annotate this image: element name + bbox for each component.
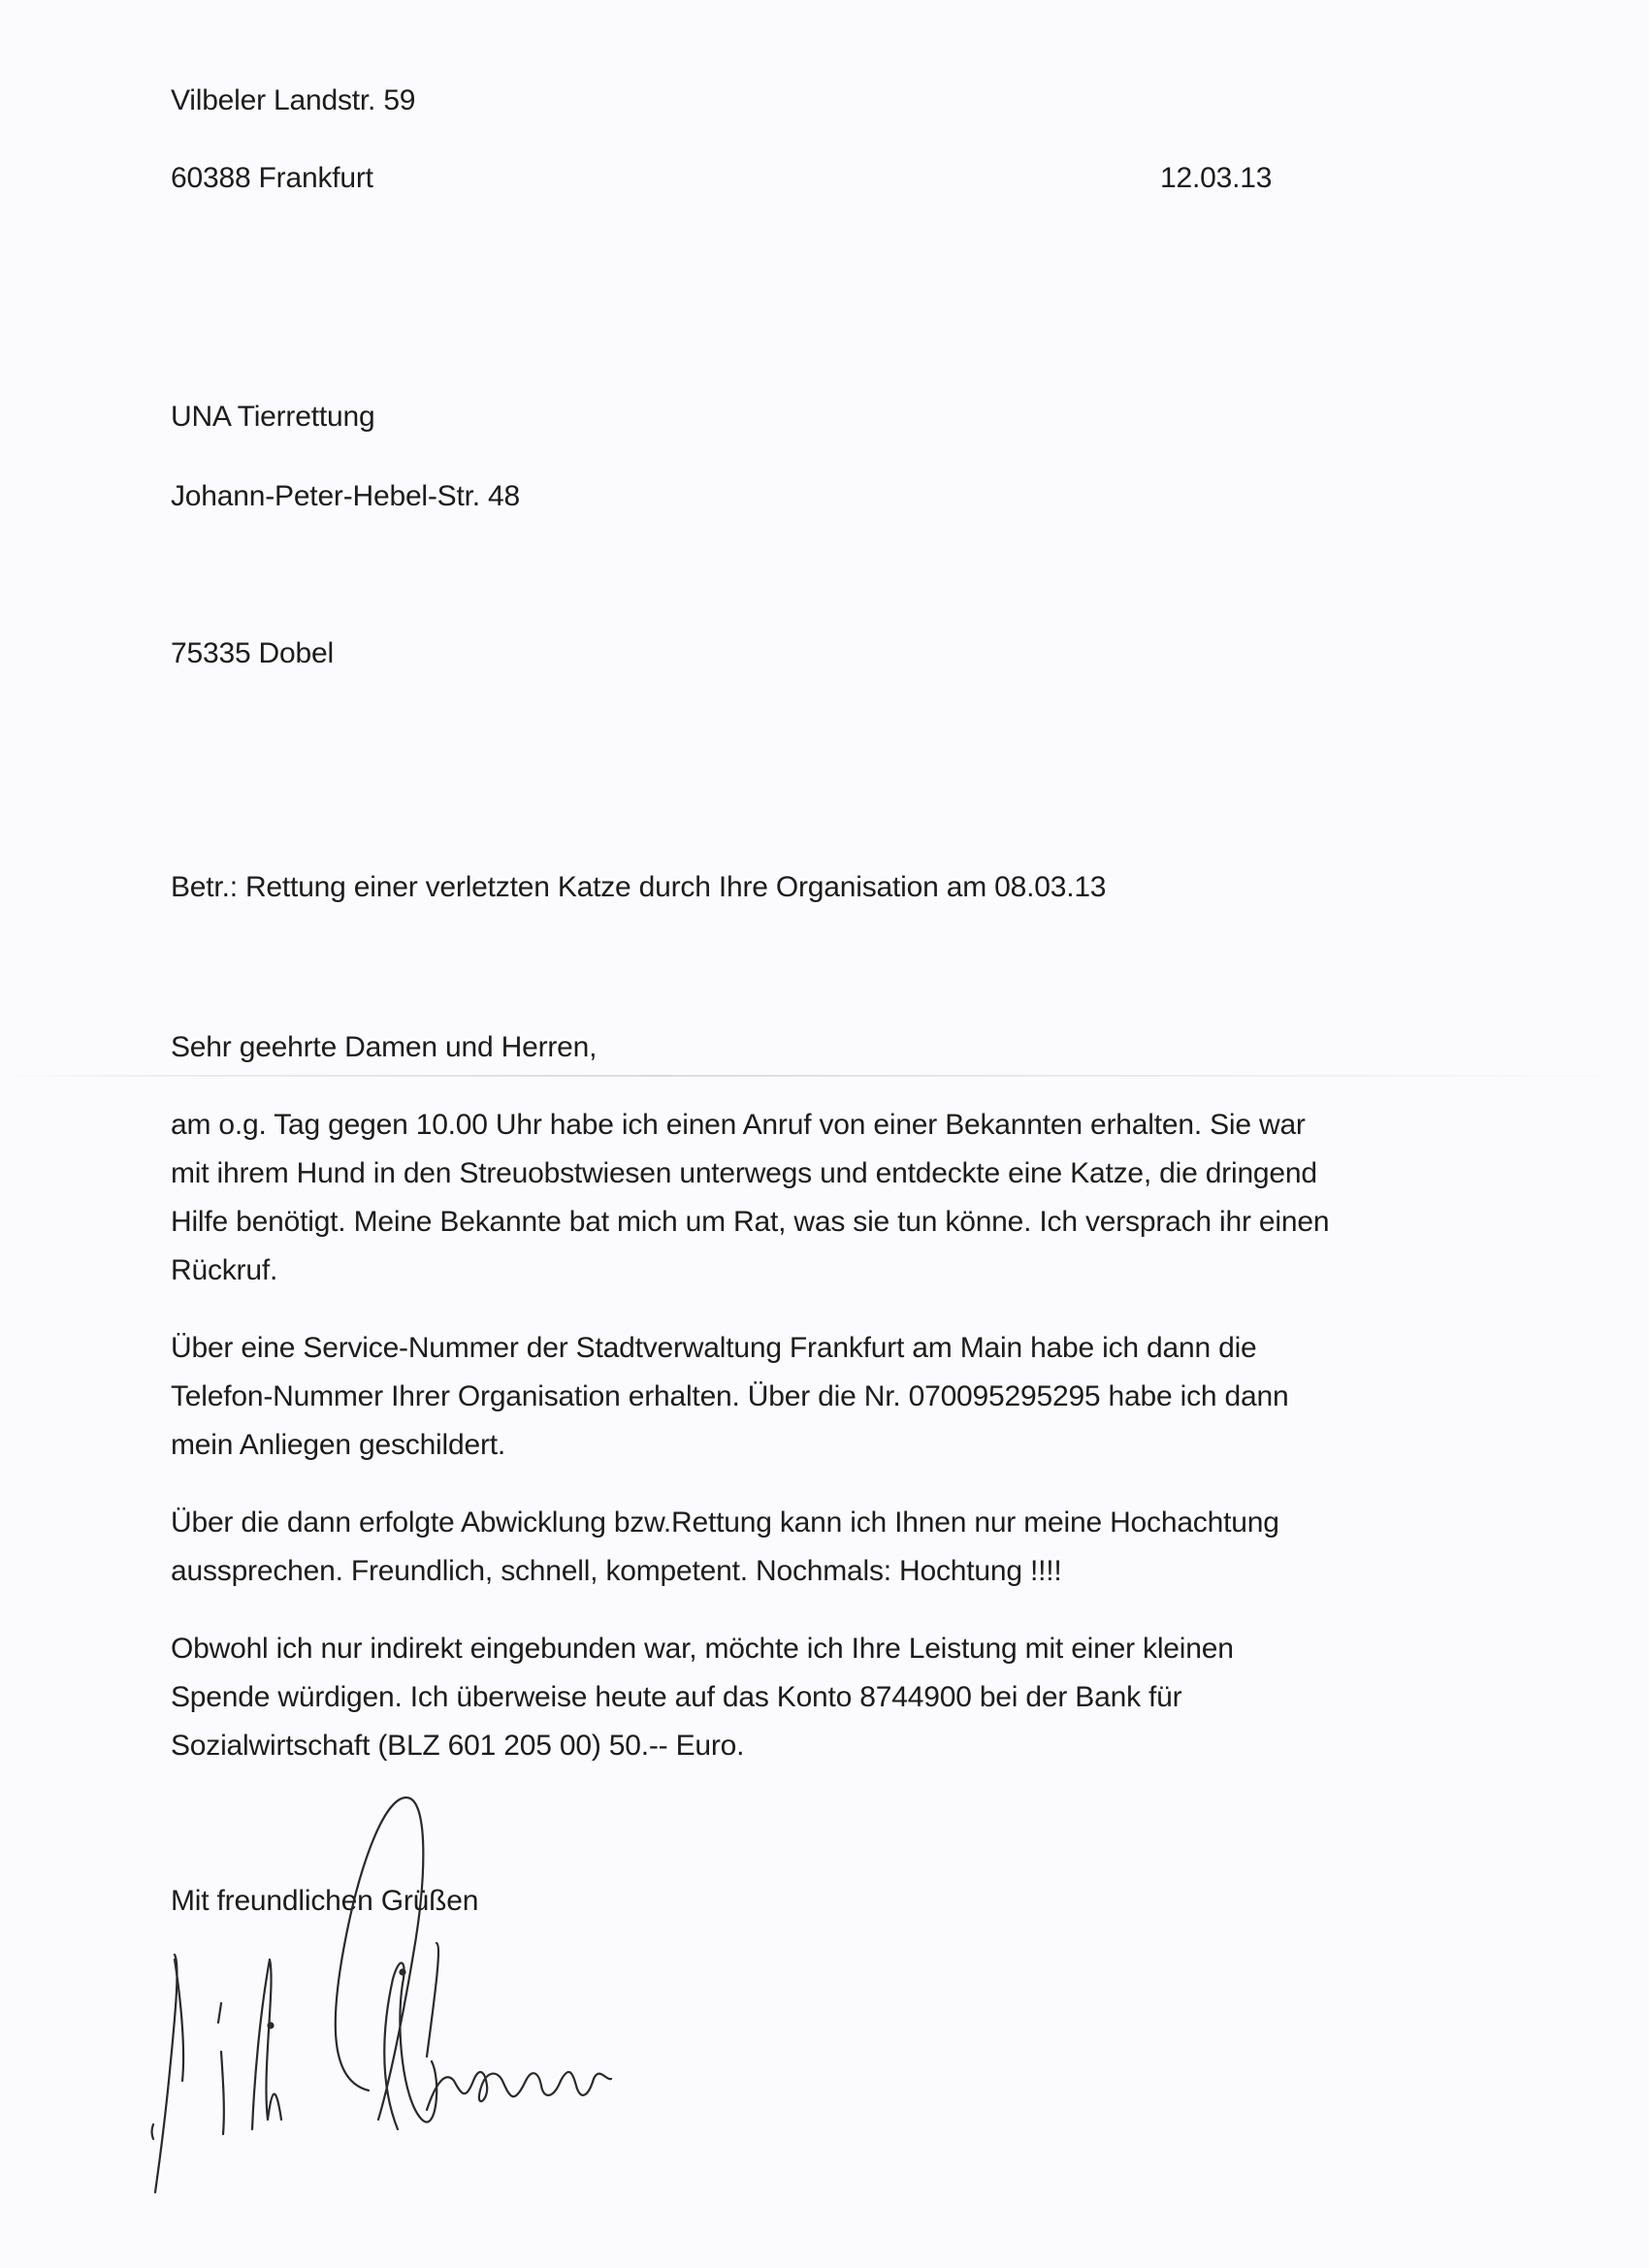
paragraph-4-line-2: Spende würdigen. Ich überweise heute auf das Konto 8744900 bei der Bank für (171, 1681, 1182, 1713)
letter-date: 12.03.13 (1160, 162, 1273, 194)
paper-fold-crease (0, 1075, 1649, 1077)
sender-city: 60388 Frankfurt (171, 162, 373, 194)
recipient-city: 75335 Dobel (171, 637, 334, 669)
recipient-name: UNA Tierrettung (171, 401, 375, 433)
recipient-street: Johann-Peter-Hebel-Str. 48 (171, 480, 521, 512)
paragraph-1-line-2: mit ihrem Hund in den Streuobstwiesen unterwegs und entdeckte eine Katze, die dringend (171, 1157, 1317, 1189)
handwritten-signature-icon (146, 1790, 776, 2207)
paragraph-3-line-2: aussprechen. Freundlich, schnell, kompetent. Nochmals: Hochtung !!!! (171, 1555, 1062, 1587)
paragraph-2-line-1: Über eine Service-Nummer der Stadtverwaltung Frankfurt am Main habe ich dann die (171, 1332, 1257, 1364)
paragraph-2-line-3: mein Anliegen geschildert. (171, 1429, 506, 1461)
paragraph-2-line-2: Telefon-Nummer Ihrer Organisation erhalten. Über die Nr. 070095295295 habe ich dann (171, 1380, 1289, 1412)
sender-street: Vilbeler Landstr. 59 (171, 84, 416, 116)
paragraph-1-line-1: am o.g. Tag gegen 10.00 Uhr habe ich einen Anruf von einer Bekannten erhalten. Sie war (171, 1109, 1306, 1141)
closing-line: Mit freundlichen Grüßen (171, 1885, 479, 1917)
paragraph-4-line-1: Obwohl ich nur indirekt eingebunden war, möchte ich Ihre Leistung mit einer kleinen (171, 1633, 1234, 1665)
paragraph-1-line-4: Rückruf. (171, 1254, 278, 1286)
paragraph-3-line-1: Über die dann erfolgte Abwicklung bzw.Rettung kann ich Ihnen nur meine Hochachtung (171, 1507, 1279, 1539)
paragraph-1-line-3: Hilfe benötigt. Meine Bekannte bat mich um Rat, was sie tun könne. Ich versprach ihr einen (171, 1206, 1330, 1238)
salutation: Sehr geehrte Damen und Herren, (171, 1031, 598, 1063)
paragraph-4-line-3: Sozialwirtschaft (BLZ 601 205 00) 50.-- Euro. (171, 1730, 745, 1762)
subject-line: Betr.: Rettung einer verletzten Katze durch Ihre Organisation am 08.03.13 (171, 871, 1107, 903)
